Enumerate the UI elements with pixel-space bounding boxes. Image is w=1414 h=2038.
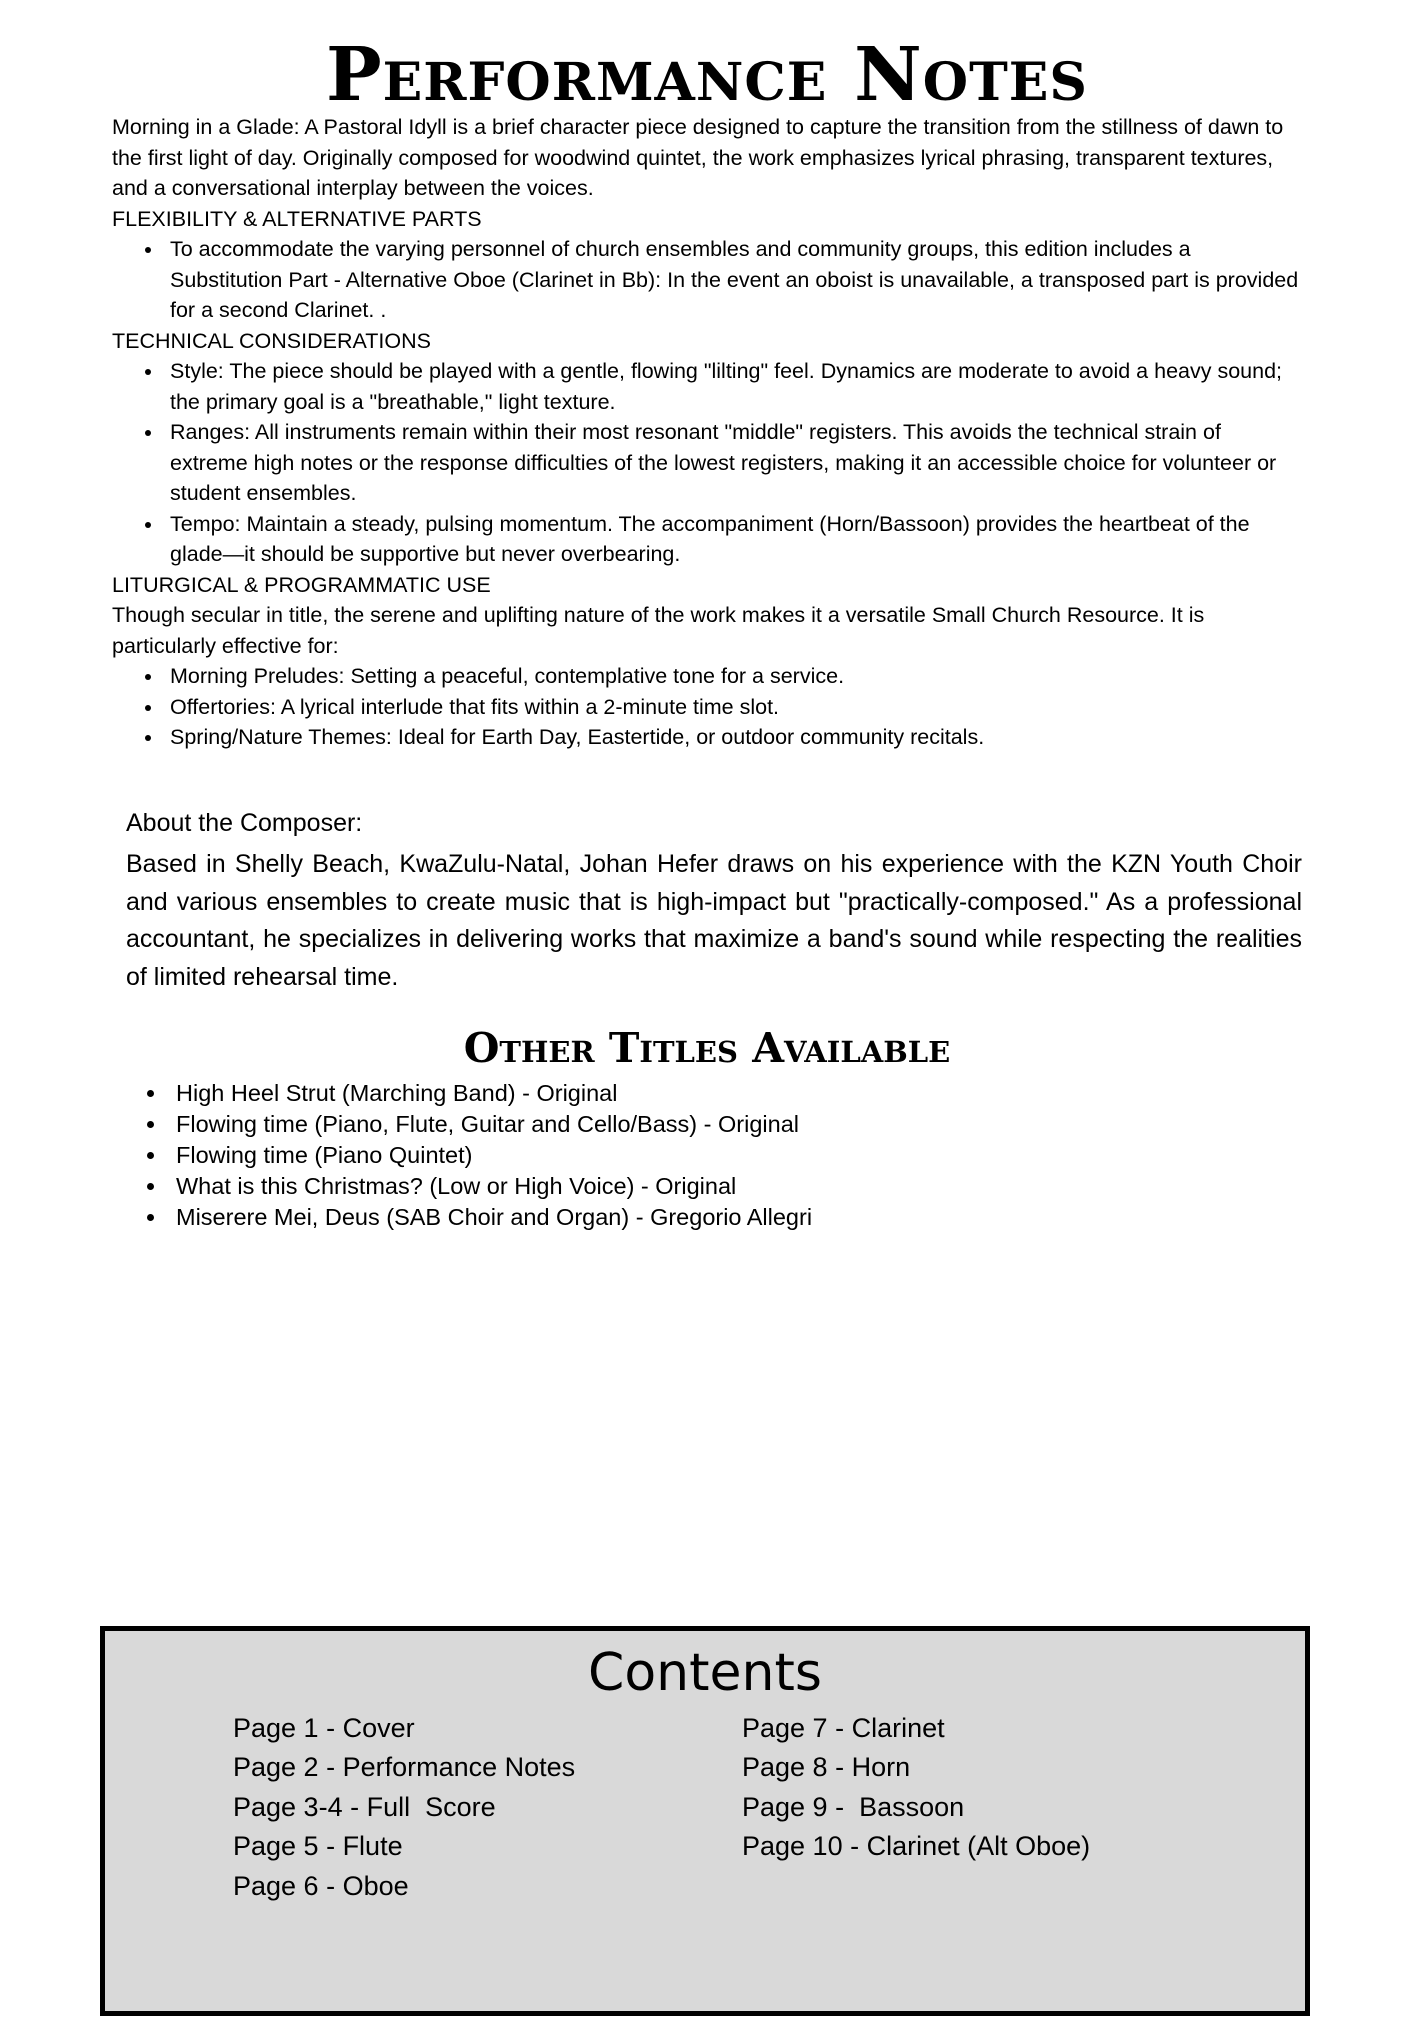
contents-entry: Page 8 - Horn	[742, 1752, 911, 1783]
contents-heading: Contents	[588, 1643, 822, 1703]
section-bullets-liturgical	[112, 661, 1302, 753]
list-item: • Flowing time (Piano, Flute, Guitar and Cello/Bass) - Original	[168, 1109, 1414, 1140]
list-item: • Style: The piece should be played with a gentle, flowing "lilting" feel. Dynamics are moderate to avoid a heavy sound; the primary goal is a "breathable," light texture.	[164, 356, 1302, 417]
contents-entry: Page 5 - Flute	[233, 1831, 403, 1862]
contents-entry: Page 9 - Bassoon	[742, 1791, 965, 1822]
document-page	[0, 32, 1414, 2038]
section-heading-technical: TECHNICAL CONSIDERATIONS	[112, 328, 431, 353]
section-heading-liturgical: LITURGICAL & PROGRAMMATIC USE	[112, 572, 491, 597]
intro-paragraph: Morning in a Glade: A Pastoral Idyll is a brief character piece designed to capture the transition from the stillness of dawn to the first light of day. Originally composed for woodwind quintet, the work emphasizes lyrical phrasing, transparent textures, and a conversational interplay between the voices.	[112, 115, 1284, 201]
list-item: • Miserere Mei, Deus (SAB Choir and Organ) - Gregorio Allegri	[168, 1202, 1414, 1233]
list-item: • Ranges: All instruments remain within their most resonant "middle" registers. This avoids the technical strain of extreme high notes or the response difficulties of the lowest registers, making it an accessible choice for volunteer or student ensembles.	[164, 417, 1302, 509]
section-heading-flexibility: FLEXIBILITY & ALTERNATIVE PARTS	[112, 206, 482, 231]
performance-notes-body	[0, 112, 1414, 753]
contents-box	[100, 1626, 1310, 2016]
list-item: • Morning Preludes: Setting a peaceful, contemplative tone for a service.	[164, 661, 1302, 692]
contents-entry: Page 3-4 - Full Score	[233, 1791, 496, 1822]
section-bullets-flexibility	[112, 234, 1302, 326]
list-item: • High Heel Strut (Marching Band) - Original	[168, 1078, 1414, 1109]
list-item: • What is this Christmas? (Low or High Voice) - Original	[168, 1171, 1414, 1202]
list-item: • Spring/Nature Themes: Ideal for Earth Day, Eastertide, or outdoor community recitals.	[164, 722, 1302, 753]
list-item: • Flowing time (Piano Quintet)	[168, 1140, 1414, 1171]
other-titles-heading: Other Titles Available	[463, 1024, 951, 1073]
section-intro-liturgical: Though secular in title, the serene and uplifting nature of the work makes it a versatile Small Church Resource. It is particularly effective for:	[112, 603, 1205, 658]
contents-column-left	[135, 1709, 720, 1906]
contents-entry: Page 2 - Performance Notes	[233, 1752, 576, 1783]
page-title: Performance Notes	[326, 32, 1088, 118]
contents-entry: Page 7 - Clarinet	[742, 1713, 945, 1743]
section-bullets-technical	[112, 356, 1302, 570]
contents-entry: Page 6 - Oboe	[233, 1870, 409, 1901]
list-item: • To accommodate the varying personnel of church ensembles and community groups, this edition includes a Substitution Part - Alternative Oboe (Clarinet in Bb): In the event an oboist is unavailable, a transposed part is provided for a second Clarinet. .	[164, 234, 1302, 326]
list-item: • Tempo: Maintain a steady, pulsing momentum. The accompaniment (Horn/Bassoon) provides the heartbeat of the glade—it should be supportive but never overbearing.	[164, 509, 1302, 570]
contents-column-right	[720, 1709, 1305, 1906]
composer-label: About the Composer:	[126, 808, 363, 837]
composer-bio: Based in Shelly Beach, KwaZulu-Natal, Johan Hefer draws on his experience with the KZN Youth Choir and various ensembles to create music that is high-impact but "practically-composed." As a professional accountant, he specializes in delivering works that maximize a band's sound while respecting the realities of limited rehearsal time.	[126, 850, 1302, 991]
contents-entry: Page 1 - Cover	[233, 1713, 415, 1743]
contents-entry: Page 10 - Clarinet (Alt Oboe)	[742, 1831, 1091, 1862]
about-the-composer-section	[0, 805, 1414, 997]
list-item: • Offertories: A lyrical interlude that fits within a 2-minute time slot.	[164, 692, 1302, 723]
other-titles-list	[0, 1078, 1414, 1233]
contents-columns	[105, 1709, 1305, 1906]
